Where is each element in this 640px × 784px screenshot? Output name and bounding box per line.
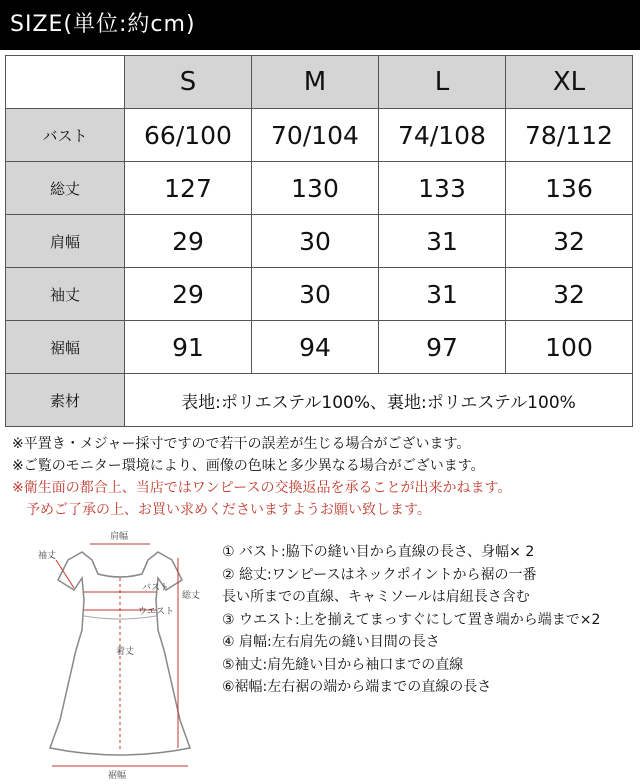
material-row	[6, 374, 633, 427]
dress-diagram	[30, 530, 210, 780]
size-l-header: L	[379, 56, 506, 109]
size-xl-header: XL	[506, 56, 633, 109]
table-cell: 127	[125, 162, 252, 215]
length-label: 総丈	[182, 591, 201, 601]
size-table	[5, 55, 633, 427]
measurement-guide	[222, 541, 632, 699]
table-cell: 133	[379, 162, 506, 215]
size-header-row	[6, 56, 633, 109]
table-row	[6, 109, 633, 162]
table-row	[6, 215, 633, 268]
table-cell: 32	[506, 215, 633, 268]
table-cell: 31	[379, 268, 506, 321]
table-corner	[6, 56, 125, 109]
table-cell: 30	[252, 268, 379, 321]
hem-label: 裾幅	[108, 771, 127, 780]
note-line: ※平置き・メジャー採寸ですので若干の誤差が生じる場合がございます。	[12, 436, 471, 452]
table-cell: 29	[125, 215, 252, 268]
table-cell: 97	[379, 321, 506, 374]
table-cell: 74/108	[379, 109, 506, 162]
warning-line: 予めご了承の上、お買い求めくださいますようお願い致します。	[26, 502, 431, 518]
row-label-shoulder: 肩幅	[6, 215, 125, 268]
row-label-sleeve: 袖丈	[6, 268, 125, 321]
table-cell: 78/112	[506, 109, 633, 162]
table-cell: 70/104	[252, 109, 379, 162]
measure-line: ③ ウエスト:上を揃えてまっすぐにして置き端から端まで×2	[222, 611, 601, 628]
page-title: SIZE(単位:約cm)	[0, 0, 640, 50]
measure-line: ① バスト:脇下の縫い目から直線の長さ、身幅× 2	[222, 544, 535, 560]
table-row	[6, 321, 633, 374]
measure-line: ④ 肩幅:左右肩先の縫い目間の長さ	[222, 634, 440, 650]
row-label-bust: バスト	[6, 109, 125, 162]
inseam-label: 着丈	[116, 647, 135, 657]
row-label-hem: 裾幅	[6, 321, 125, 374]
row-label-material: 素材	[6, 374, 125, 427]
table-cell: 66/100	[125, 109, 252, 162]
table-cell: 31	[379, 215, 506, 268]
size-s-header: S	[125, 56, 252, 109]
measure-line: 長い所までの直線、キャミソールは肩紐長さ含む	[222, 589, 530, 605]
size-m-header: M	[252, 56, 379, 109]
table-cell: 91	[125, 321, 252, 374]
dress-illustration	[30, 530, 210, 780]
measure-line: ② 総丈:ワンピースはネックポイントから裾の一番	[222, 566, 537, 583]
neckline	[92, 560, 148, 577]
table-cell: 130	[252, 162, 379, 215]
material-value: 表地:ポリエステル100%、裏地:ポリエステル100%	[125, 374, 633, 427]
note-line: ※ご覧のモニター環境により、画像の色味と多少異なる場合がございます。	[12, 458, 485, 474]
measure-line: ⑤袖丈:肩先縫い目から袖口までの直線	[222, 656, 464, 673]
table-cell: 94	[252, 321, 379, 374]
table-cell: 100	[506, 321, 633, 374]
table-cell: 32	[506, 268, 633, 321]
table-cell: 30	[252, 215, 379, 268]
warning-line: ※衛生面の都合上、当店ではワンピースの交換返品を承ることが出来かねます。	[12, 480, 512, 496]
table-row	[6, 268, 633, 321]
notes	[12, 433, 632, 521]
shoulder-label: 肩幅	[110, 532, 129, 542]
bust-label: バスト	[142, 583, 170, 593]
sleeve-label: 袖丈	[38, 551, 57, 561]
table-cell: 136	[506, 162, 633, 215]
measure-line: ⑥裾幅:左右裾の端から端までの直線の長さ	[222, 679, 492, 695]
row-label-total-length: 総丈	[6, 162, 125, 215]
table-row	[6, 162, 633, 215]
waist-label: ウエスト	[138, 607, 175, 617]
table-cell: 29	[125, 268, 252, 321]
